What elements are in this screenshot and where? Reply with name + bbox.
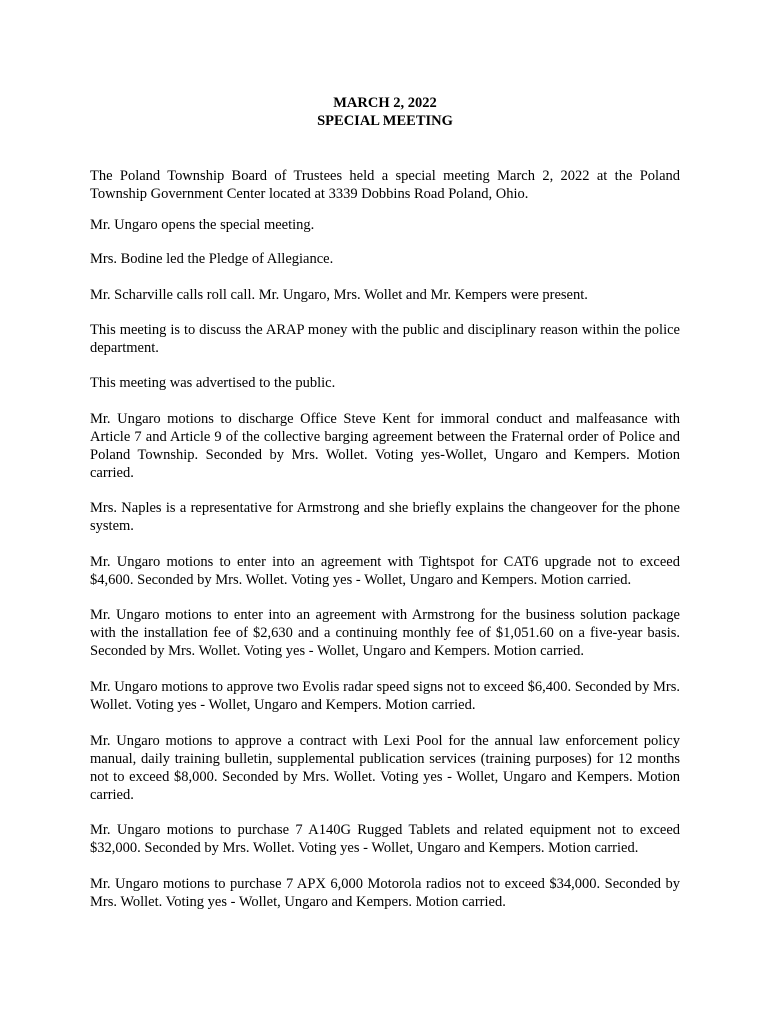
paragraph-opening: Mr. Ungaro opens the special meeting. [90, 217, 315, 233]
paragraph-roll-call: Mr. Scharville calls roll call. Mr. Ungaro, Mrs. Wollet and Mr. Kempers were present. [90, 287, 588, 303]
meeting-title: SPECIAL MEETING [317, 113, 453, 129]
paragraph-motion-discharge: Mr. Ungaro motions to discharge Office Steve Kent for immoral conduct and malfeasance with Article 7 and Article 9 of the collective barging agreement between the Fraternal order of Police and Poland Township. Seconded by Mrs. Wollet. Voting yes-Wollet, Ungaro and Kempers. Motion carried. [90, 411, 680, 481]
paragraph-pledge: Mrs. Bodine led the Pledge of Allegiance. [90, 251, 334, 267]
meeting-date: MARCH 2, 2022 [333, 95, 437, 111]
paragraph-advertised: This meeting was advertised to the public. [90, 375, 336, 391]
paragraph-motion-tablets: Mr. Ungaro motions to purchase 7 A140G Rugged Tablets and related equipment not to exceed $32,000. Seconded by Mrs. Wollet. Voting yes - Wollet, Ungaro and Kempers. Motion carried. [90, 822, 680, 856]
paragraph-purpose: This meeting is to discuss the ARAP money with the public and disciplinary reason within the police department. [90, 322, 680, 356]
paragraph-armstrong-rep: Mrs. Naples is a representative for Armstrong and she briefly explains the changeover for the phone system. [90, 500, 680, 534]
paragraph-motion-radios: Mr. Ungaro motions to purchase 7 APX 6,000 Motorola radios not to exceed $34,000. Seconded by Mrs. Wollet. Voting yes - Wollet, Ungaro and Kempers. Motion carried. [90, 876, 680, 910]
paragraph-intro: The Poland Township Board of Trustees held a special meeting March 2, 2022 at the Poland Township Government Center located at 3339 Dobbins Road Poland, Ohio. [90, 168, 680, 202]
paragraph-motion-radar-signs: Mr. Ungaro motions to approve two Evolis radar speed signs not to exceed $6,400. Seconded by Mrs. Wollet. Voting yes - Wollet, Ungaro and Kempers. Motion carried. [90, 679, 680, 713]
paragraph-motion-lexipool: Mr. Ungaro motions to approve a contract with Lexi Pool for the annual law enforcement policy manual, daily training bulletin, supplemental publication services (training purposes) for 12 months not to exceed $8,000. Seconded by Mrs. Wollet. Voting yes - Wollet, Ungaro and Kempers. Motion carried. [90, 733, 680, 803]
paragraph-motion-tightspot: Mr. Ungaro motions to enter into an agreement with Tightspot for CAT6 upgrade not to exceed $4,600. Seconded by Mrs. Wollet. Voting yes - Wollet, Ungaro and Kempers. Motion carried. [90, 554, 680, 588]
paragraph-motion-armstrong: Mr. Ungaro motions to enter into an agreement with Armstrong for the business solution package with the installation fee of $2,630 and a continuing monthly fee of $1,051.60 on a five-year basis. Seconded by Mrs. Wollet. Voting yes - Wollet, Ungaro and Kempers. Motion carried. [90, 607, 680, 659]
